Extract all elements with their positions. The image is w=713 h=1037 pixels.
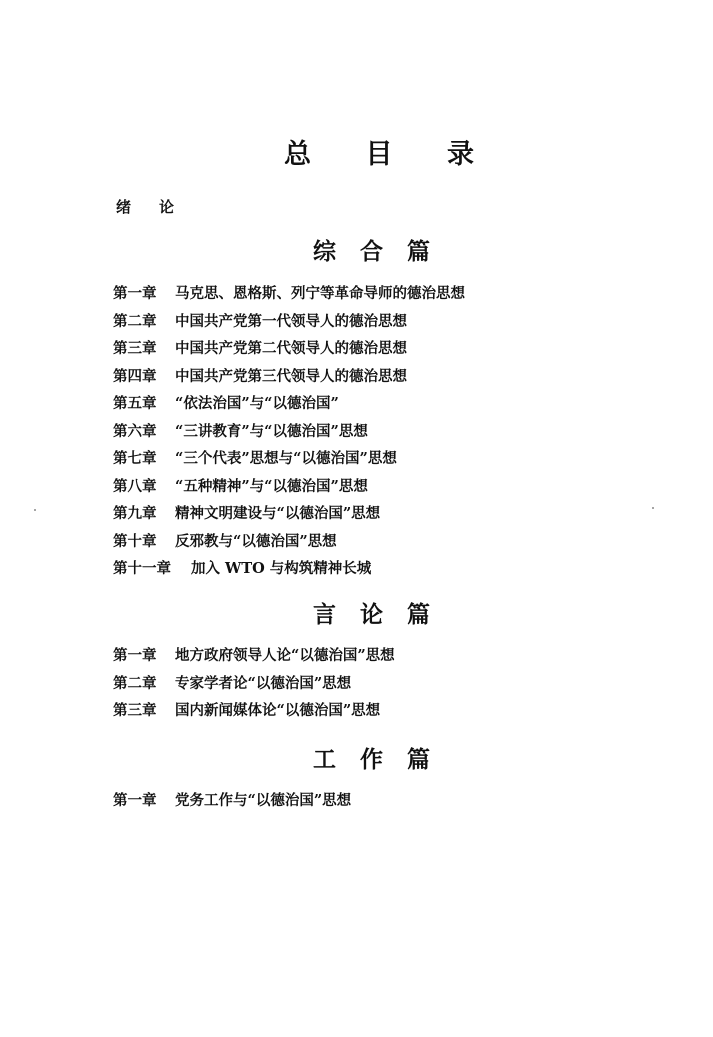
chapter-title: 中国共产党第三代领导人的德治思想 bbox=[175, 367, 407, 385]
chapter-number: 第五章 bbox=[113, 395, 157, 412]
title-char: 录 bbox=[447, 139, 474, 170]
chapter-number: 第七章 bbox=[113, 450, 157, 467]
section-heading-char: 合 bbox=[360, 238, 383, 265]
intro-char: 绪 bbox=[116, 198, 132, 216]
chapter-title: 反邪教与“以德治国”思想 bbox=[175, 532, 337, 550]
chapter-title: “五种精神”与“以德治国”思想 bbox=[175, 477, 368, 495]
chapter-number: 第九章 bbox=[113, 505, 157, 522]
toc-entry bbox=[113, 282, 465, 310]
chapter-title: “依法治国”与“以德治国” bbox=[175, 395, 339, 412]
section-heading-char: 篇 bbox=[407, 601, 430, 628]
scan-speck bbox=[652, 507, 654, 509]
chapter-title: 中国共产党第一代领导人的德治思想 bbox=[175, 312, 407, 330]
chapter-number: 第一章 bbox=[113, 792, 157, 809]
section-heading-char: 篇 bbox=[407, 746, 430, 773]
intro-char: 论 bbox=[159, 198, 175, 216]
chapter-number: 第十章 bbox=[113, 532, 157, 550]
section-heading-gongzuo bbox=[313, 741, 430, 774]
toc-entry bbox=[113, 699, 395, 727]
toc-list-gongzuo bbox=[113, 789, 351, 817]
toc-entry bbox=[113, 789, 351, 817]
section-heading-char: 工 bbox=[313, 746, 336, 773]
section-heading-char: 综 bbox=[313, 238, 336, 265]
chapter-title: 精神文明建设与“以德治国”思想 bbox=[175, 505, 381, 522]
section-heading-yanlun bbox=[313, 596, 430, 629]
toc-entry bbox=[113, 502, 465, 530]
toc-entry bbox=[113, 530, 465, 558]
section-heading-zonghe bbox=[313, 233, 430, 266]
chapter-title: 国内新闻媒体论“以德治国”思想 bbox=[175, 702, 381, 719]
toc-list-yanlun bbox=[113, 644, 395, 727]
chapter-number: 第二章 bbox=[113, 312, 157, 330]
scan-speck bbox=[34, 509, 36, 511]
toc-entry bbox=[113, 447, 465, 475]
toc-entry bbox=[113, 420, 465, 448]
title-char: 目 bbox=[365, 139, 393, 170]
toc-entry bbox=[113, 392, 465, 420]
section-heading-char: 论 bbox=[360, 601, 383, 628]
section-heading-char: 言 bbox=[313, 601, 336, 628]
toc-entry bbox=[113, 557, 465, 585]
chapter-number: 第三章 bbox=[113, 340, 157, 357]
section-heading-char: 篇 bbox=[407, 238, 430, 265]
toc-entry bbox=[113, 672, 395, 700]
chapter-number: 第二章 bbox=[113, 674, 157, 692]
chapter-title: 专家学者论“以德治国”思想 bbox=[175, 674, 352, 692]
intro-entry bbox=[116, 196, 174, 217]
chapter-number: 第四章 bbox=[113, 367, 157, 385]
toc-entry bbox=[113, 310, 465, 338]
chapter-number: 第十一章 bbox=[113, 560, 171, 577]
chapter-number: 第八章 bbox=[113, 477, 157, 495]
toc-entry bbox=[113, 475, 465, 503]
toc-entry bbox=[113, 337, 465, 365]
chapter-title: “三个代表”思想与“以德治国”思想 bbox=[175, 450, 397, 467]
chapter-title: 地方政府领导人论“以德治国”思想 bbox=[175, 647, 395, 664]
section-heading-char: 作 bbox=[360, 746, 383, 773]
chapter-number: 第一章 bbox=[113, 285, 157, 302]
chapter-title: 加入 WTO 与构筑精神长城 bbox=[191, 560, 372, 577]
chapter-title: 马克思、恩格斯、列宁等革命导师的德治思想 bbox=[175, 285, 465, 302]
title-char: 总 bbox=[284, 139, 311, 170]
toc-entry bbox=[113, 644, 395, 672]
chapter-number: 第六章 bbox=[113, 422, 157, 440]
chapter-number: 第一章 bbox=[113, 647, 157, 664]
chapter-title: 党务工作与“以德治国”思想 bbox=[175, 792, 352, 809]
toc-entry bbox=[113, 365, 465, 393]
toc-list-zonghe bbox=[113, 282, 465, 585]
chapter-title: “三讲教育”与“以德治国”思想 bbox=[175, 422, 368, 440]
page-title bbox=[284, 132, 474, 171]
chapter-title: 中国共产党第二代领导人的德治思想 bbox=[175, 340, 407, 357]
chapter-number: 第三章 bbox=[113, 702, 157, 719]
